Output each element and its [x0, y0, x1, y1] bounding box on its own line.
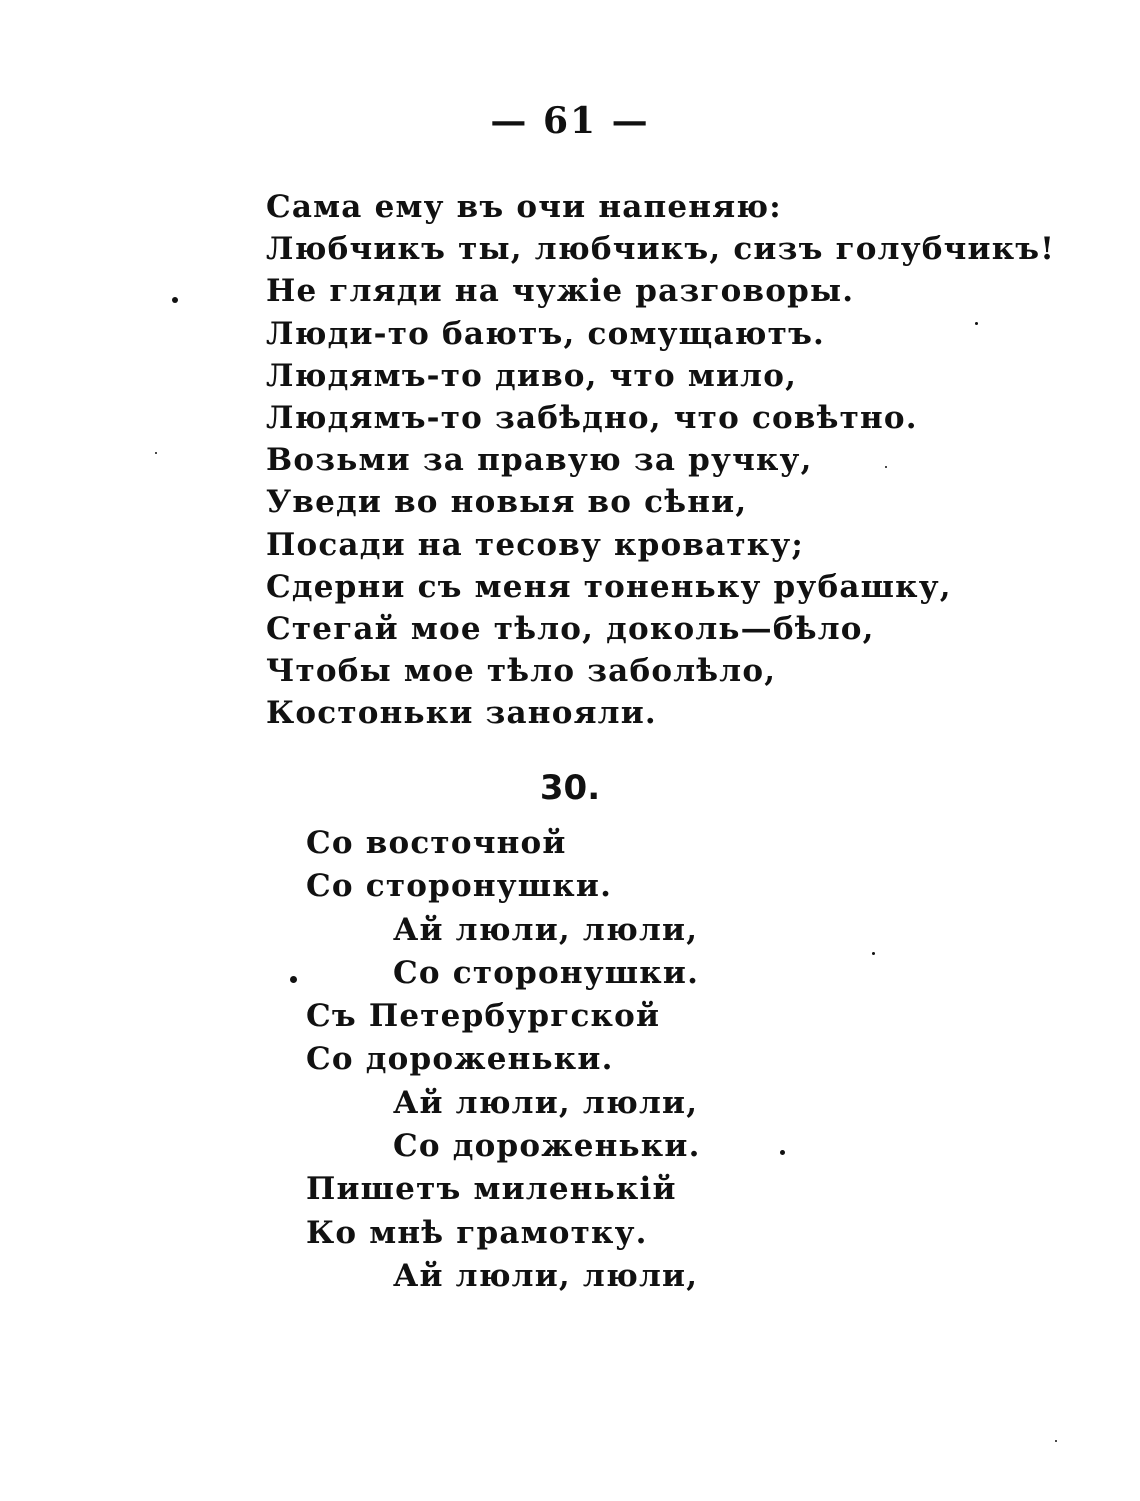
ink-speck — [155, 452, 157, 454]
verse-line: Посади на тесову кроватку; — [266, 526, 805, 563]
verse-line: Уведи во новыя во сѣни, — [266, 484, 748, 521]
ink-speck — [872, 952, 875, 955]
verse-line: Сама ему въ очи напеняю: — [266, 189, 782, 225]
verse-line: Возьми за правую за ручку, — [266, 442, 813, 479]
refrain-line: Ай люли, люли, — [393, 1084, 699, 1121]
refrain-line: Со дороженьки. — [393, 1128, 701, 1165]
verse-line: Со дороженьки. — [306, 1041, 614, 1078]
ink-speck — [172, 297, 178, 303]
poem-30 — [306, 822, 906, 1298]
ink-speck — [780, 1150, 785, 1155]
verse-line: Пишетъ миленькій — [306, 1171, 677, 1208]
verse-line: Люди-то баютъ, сомущаютъ. — [266, 315, 826, 352]
poem-number: 30. — [539, 768, 601, 808]
verse-line: Ко мнѣ грамотку. — [306, 1214, 648, 1251]
ink-speck — [885, 466, 887, 468]
verse-line: Сдерни съ меня тоненьку рубашку, — [266, 568, 952, 605]
page-number: — 61 — — [490, 100, 650, 142]
verse-line: Людямъ-то диво, что мило, — [266, 357, 798, 394]
verse-line: Не гляди на чужіе разговоры. — [266, 273, 855, 310]
ink-speck — [290, 976, 297, 983]
refrain-line: Ай люли, люли, — [393, 911, 699, 948]
refrain-line: Ай люли, люли, — [393, 1257, 699, 1294]
verse-line: Чтобы мое тѣло заболѣло, — [266, 653, 777, 690]
verse-line: Со сторонушки. — [306, 868, 613, 905]
verse-line: Стегай мое тѣло, доколь—бѣло, — [266, 610, 875, 647]
verse-line: Людямъ-то забѣдно, что совѣтно. — [266, 399, 918, 436]
verse-line: Любчикъ ты, любчикъ, сизъ голубчикъ! — [266, 231, 1056, 268]
verse-line: Костоньки занояли. — [266, 695, 657, 732]
verse-line: Съ Петербургской — [306, 998, 661, 1035]
ink-speck — [1055, 1440, 1057, 1442]
poem-29-continuation — [266, 186, 1056, 734]
verse-line: Со восточной — [306, 825, 567, 861]
ink-speck — [975, 322, 978, 325]
refrain-line: Со сторонушки. — [393, 954, 700, 991]
